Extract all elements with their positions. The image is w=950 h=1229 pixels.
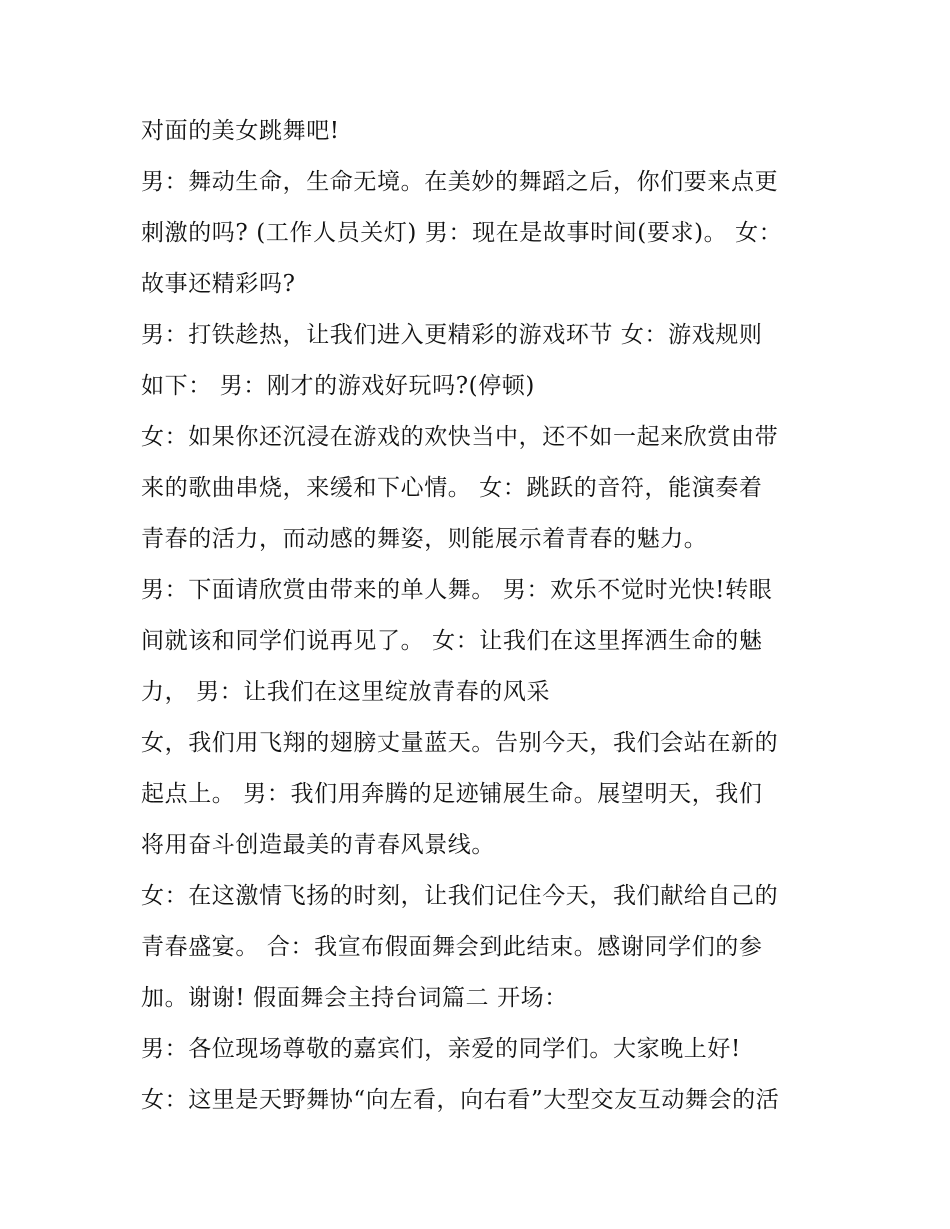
- text-line: 男：打铁趁热，让我们进入更精彩的游戏环节 女：游戏规则: [141, 322, 763, 348]
- text-line: 力， 男：让我们在这里绽放青春的风采: [141, 679, 551, 705]
- text-line: 女，我们用飞翔的翅膀丈量蓝天。告别今天，我们会站在新的: [141, 730, 779, 756]
- text-line: 如下： 男：刚才的游戏好玩吗?(停顿): [141, 373, 535, 399]
- text-line: 起点上。 男：我们用奔腾的足迹铺展生命。展望明天，我们: [141, 781, 763, 807]
- text-line: 加。谢谢! 假面舞会主持台词篇二 开场：: [141, 985, 568, 1011]
- text-line: 青春的活力，而动感的舞姿，则能展示着青春的魅力。: [141, 526, 708, 552]
- text-line: 故事还精彩吗?: [141, 271, 296, 297]
- text-line: 将用奋斗创造最美的青春风景线。: [141, 832, 495, 858]
- text-line: 青春盛宴。 合：我宣布假面舞会到此结束。感谢同学们的参: [141, 934, 763, 960]
- text-line: 对面的美女跳舞吧!: [141, 118, 340, 144]
- text-line: 男：各位现场尊敬的嘉宾们，亲爱的同学们。大家晚上好!: [141, 1036, 741, 1062]
- text-line: 男：舞动生命，生命无境。在美妙的舞蹈之后，你们要来点更: [141, 169, 779, 195]
- document-body: [141, 106, 821, 1126]
- text-line: 女：在这激情飞扬的时刻，让我们记住今天，我们献给自己的: [141, 883, 779, 909]
- text-line: 女：这里是天野舞协“向左看，向右看”大型交友互动舞会的活: [141, 1087, 780, 1113]
- text-line: 来的歌曲串烧，来缓和下心情。 女：跳跃的音符，能演奏着: [141, 475, 763, 501]
- text-line: 男：下面请欣赏由带来的单人舞。 男：欢乐不觉时光快!转眼: [141, 577, 773, 603]
- text-line: 刺激的吗? (工作人员关灯) 男：现在是故事时间(要求)。 女：: [141, 220, 783, 246]
- text-line: 间就该和同学们说再见了。 女：让我们在这里挥洒生命的魅: [141, 628, 763, 654]
- text-line: 女：如果你还沉浸在游戏的欢快当中，还不如一起来欣赏由带: [141, 424, 779, 450]
